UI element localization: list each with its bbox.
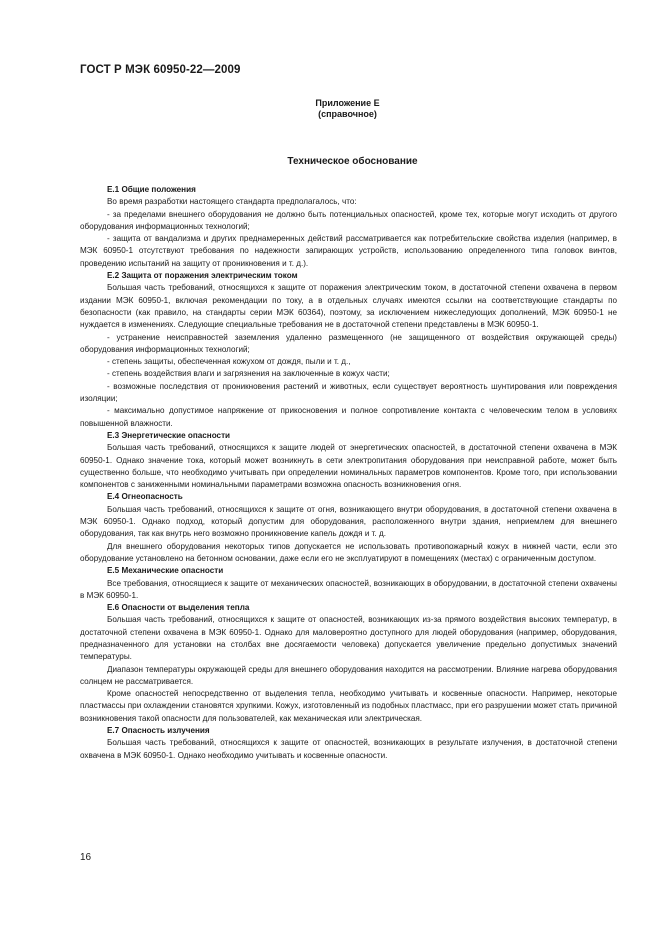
- section-heading: Е.5 Механические опасности: [107, 566, 224, 576]
- paragraph: Во время разработки настоящего стандарта предполагалось, что:: [107, 197, 357, 207]
- list-item: - максимально допустимое напряжение от прикосновения и полное сопротивление контакта с человеческим телом в условиях повышенной влажности.: [80, 406, 617, 428]
- section-heading: Е.4 Огнеопасность: [107, 492, 183, 502]
- annex-label: Приложение Е: [315, 98, 380, 108]
- section-e5: [80, 565, 617, 602]
- section-heading: Е.6 Опасности от выделения тепла: [107, 603, 250, 613]
- annex-title: Техническое обоснование: [287, 156, 418, 167]
- annex-block: [300, 98, 395, 120]
- section-e2: [80, 270, 617, 430]
- section-heading: Е.7 Опасность излучения: [107, 726, 210, 736]
- section-e6: [80, 602, 617, 725]
- list-item: - степень воздействия влаги и загрязнения на заключенные в кожух части;: [107, 369, 390, 379]
- paragraph: Большая часть требований, относящихся к защите от опасностей, возникающих из-за прямого воздействия высоких температур, в достаточной степени охвачена в МЭК 60950-1. Однако для маловероятно доступного для людей оборудования (например, оборудования, предназначенного для установки на столбах вне досягаемости человека) допускается увеличение предельно допустимых значений температуры.: [80, 615, 617, 662]
- paragraph: Для внешнего оборудования некоторых типов допускается не использовать противопожарный кожух в нижней части, если это оборудование установлено на бетонном основании, даже если его не эксплуатируют в помещениях (местах) с ограниченным доступом.: [80, 541, 617, 563]
- paragraph: Диапазон температуры окружающей среды для внешнего оборудования находится на рассмотрении. Влияние нагрева оборудования солнцем не рассматривается.: [80, 664, 617, 686]
- section-e1: [80, 184, 617, 270]
- page-number: 16: [80, 852, 92, 863]
- section-heading: Е.2 Защита от поражения электрическим током: [107, 271, 298, 281]
- paragraph: Кроме опасностей непосредственно от выделения тепла, необходимо учитывать и косвенные опасности. Например, некоторые пластмассы при охлаждении становятся хрупкими. Кожух, изготовленный из подобных пластмасс, при его разрушении может стать причиной возникновения такой опасности для пользователей, как механическая или электрическая.: [80, 689, 618, 723]
- paragraph: Большая часть требований, относящихся к защите от огня, возникающего внутри оборудования, в достаточной степени охвачена в МЭК 60950-1. Однако подход, который допустим для оборудования, расположенного внутри здания, неприемлем для внешнего оборудования, так как внутрь него возможно проникновение капель дождя и т. д.: [80, 504, 617, 539]
- list-item: - защита от вандализма и других преднамеренных действий рассматривается как потребительские свойства изделия (например, в МЭК 60950-1 отсутствуют требования по надежности запирающих устройств, использованию определенного типа головок винтов, проведению испытаний на защиту от проникновения и т. д.).: [80, 234, 617, 268]
- list-item: - возможные последствия от проникновения растений и животных, если существует вероятность шунтирования или повреждения изоляции;: [80, 381, 617, 404]
- document-body: [80, 184, 617, 762]
- section-e3: [80, 430, 617, 491]
- paragraph: Большая часть требований, относящихся к защите людей от энергетических опасностей, в достаточной степени охвачена в МЭК 60950-1. Однако значение тока, который может возникнуть в сети электропитания оборудования при неисправной работе, может быть существенно больше, что необходимо учитывать при определении номинальных параметров компонентов. Кроме того, при использовании компонентов с заниженными номинальными параметрами возможна опасность возникновения огня.: [80, 443, 617, 490]
- section-heading: Е.1 Общие положения: [107, 185, 196, 194]
- standard-header: ГОСТ Р МЭК 60950-22—2009: [80, 64, 241, 76]
- section-heading: Е.3 Энергетические опасности: [107, 430, 231, 440]
- paragraph: Все требования, относящиеся к защите от механических опасностей, возникающих в оборудовании, в достаточной степени охвачены в МЭК 60950-1.: [80, 578, 617, 600]
- list-item: - за пределами внешнего оборудования не должно быть потенциальных опасностей, кроме тех, которые могут исходить от другого оборудования информационных технологий;: [80, 209, 617, 231]
- paragraph: Большая часть требований, относящихся к защите от поражения электрическим током, в достаточной степени охвачена в первом издании МЭК 60950-1, включая рекомендации по току, а в отдельных случаях имеются ссылки на соответствующие стандарты по безопасности (как правило, на стандарты серии МЭК 60364), поэтому, за исключением нижеследующих дополнений, МЭК 60950-1 не нуждается в изменениях. Следующие специальные требования не в достаточной степени представлены в МЭК 60950-1.: [80, 283, 617, 330]
- section-e4: [80, 491, 617, 565]
- list-item: - степень защиты, обеспеченная кожухом от дождя, пыли и т. д.,: [107, 357, 351, 367]
- list-item: - устранение неисправностей заземления удаленно размещенного (не защищенного от воздействия окружающей среды) оборудования информационных технологий;: [80, 332, 617, 354]
- section-e7: [80, 725, 617, 762]
- paragraph: Большая часть требований, относящихся к защите от опасностей, возникающих в результате излучения, в достаточной степени охвачена в МЭК 60950-1. Однако необходимо учитывать и косвенные опасности.: [80, 738, 617, 760]
- annex-note: (справочное): [318, 109, 377, 119]
